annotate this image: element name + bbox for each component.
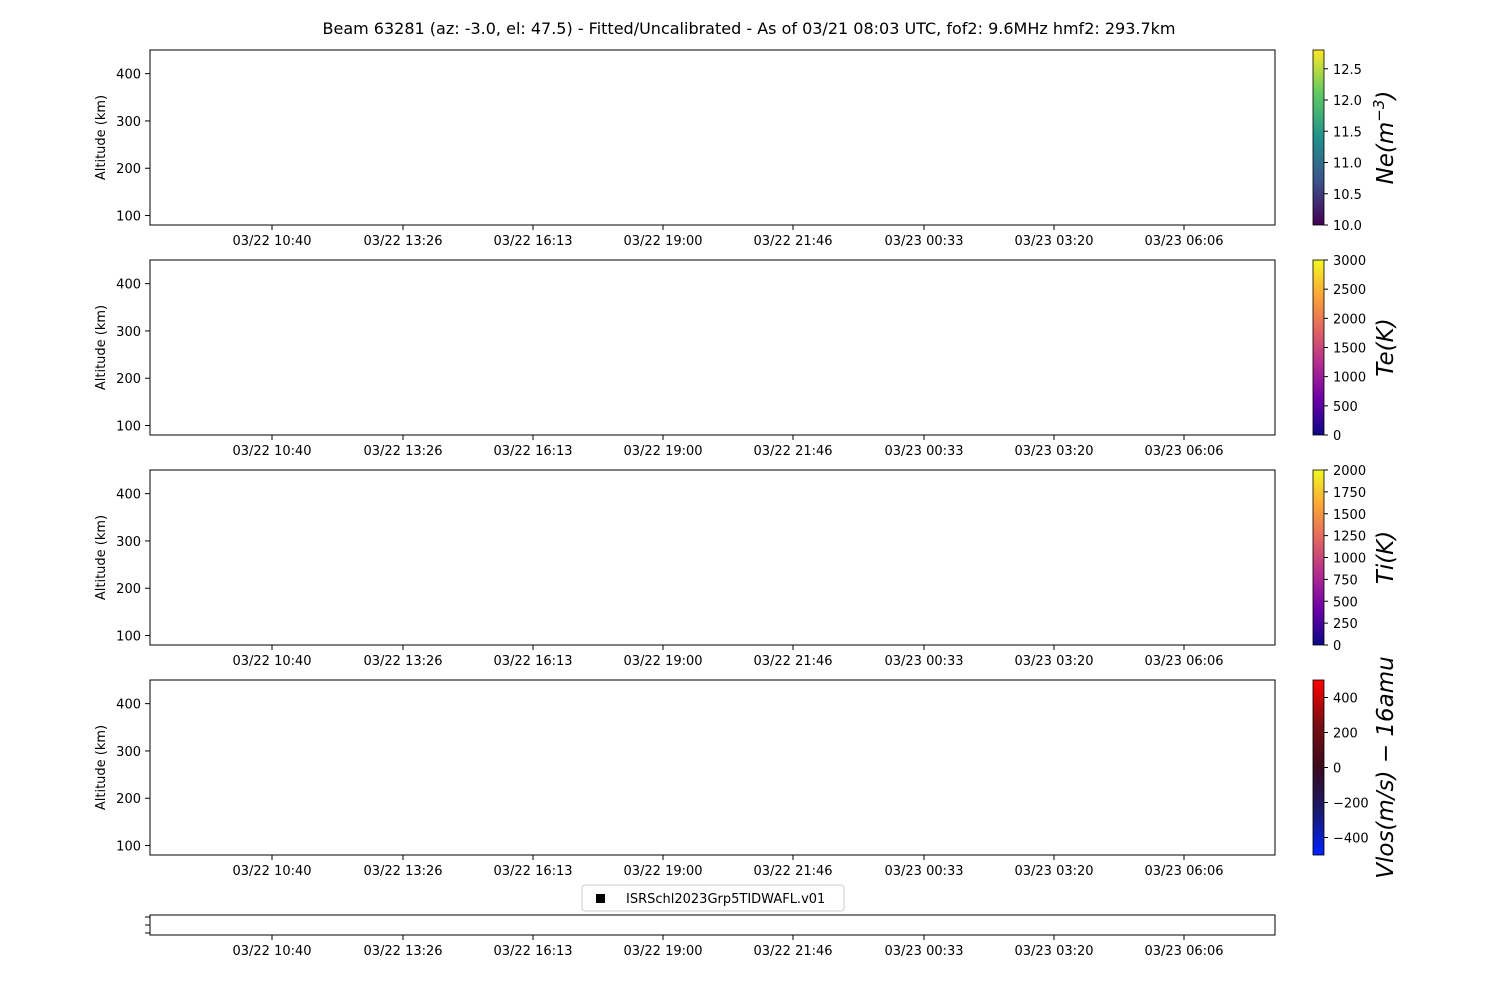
strip-xtick-label: 03/22 19:00 <box>623 944 703 959</box>
plot-area <box>150 260 1275 435</box>
colorbar-3 <box>1313 464 1399 654</box>
colorbar-tick-label: 500 <box>1333 595 1358 611</box>
strip-xtick-label: 03/22 16:13 <box>493 944 573 959</box>
panel-xtick-label: 03/22 13:26 <box>363 654 443 669</box>
strip-xtick-label: 03/23 03:20 <box>1014 944 1094 959</box>
panel-xtick-label: 03/22 21:46 <box>753 234 833 249</box>
plot-area <box>150 470 1275 645</box>
colorbar-tick-label: 11.0 <box>1333 156 1362 172</box>
colorbar-tick-label: 500 <box>1333 399 1358 415</box>
panel-xtick-label: 03/23 03:20 <box>1014 654 1094 669</box>
colorbar-gradient <box>1313 50 1324 225</box>
ytick-label: 100 <box>116 209 141 225</box>
panel-xtick-label: 03/22 19:00 <box>623 654 703 669</box>
panel-xtick-label: 03/23 06:06 <box>1144 444 1224 459</box>
colorbar-label: Te(K) <box>1373 318 1399 377</box>
panel-xtick-label: 03/22 19:00 <box>623 864 703 879</box>
panel-xtick-label: 03/23 06:06 <box>1144 864 1224 879</box>
colorbar-tick-label: 1500 <box>1333 507 1367 523</box>
ytick-label: 400 <box>116 67 141 83</box>
panel-xtick-label: 03/22 19:00 <box>623 444 703 459</box>
panel-xtick-label: 03/23 00:33 <box>884 444 964 459</box>
ytick-label: 300 <box>116 114 141 130</box>
panel-xtick-label: 03/23 03:20 <box>1014 234 1094 249</box>
panel-xtick-label: 03/22 10:40 <box>232 654 312 669</box>
y-axis-label: Altitude (km) <box>94 304 109 391</box>
ytick-label: 100 <box>116 839 141 855</box>
panel-xtick-label: 03/22 21:46 <box>753 864 833 879</box>
colorbar-tick-label: 1500 <box>1333 341 1367 357</box>
colorbar-gradient <box>1313 470 1324 645</box>
panel-xtick-label: 03/22 16:13 <box>493 234 573 249</box>
colorbar-tick-label: 2500 <box>1333 283 1367 299</box>
ytick-label: 400 <box>116 277 141 293</box>
strip-xtick-label: 03/22 10:40 <box>232 944 312 959</box>
panel-xtick-label: 03/23 03:20 <box>1014 864 1094 879</box>
colorbar-tick-label: 1000 <box>1333 370 1367 386</box>
y-axis-label: Altitude (km) <box>94 94 109 181</box>
panel-xtick-label: 03/22 13:26 <box>363 864 443 879</box>
panel-xtick-label: 03/23 06:06 <box>1144 654 1224 669</box>
panel-2 <box>94 260 1275 459</box>
colorbar-gradient <box>1313 680 1324 855</box>
panel-3 <box>94 470 1275 669</box>
y-axis-label: Altitude (km) <box>94 724 109 811</box>
colorbar-tick-label: 12.0 <box>1333 94 1362 109</box>
legend-label: ISRSchl2023Grp5TIDWAFL.v01 <box>626 892 826 907</box>
ytick-label: 100 <box>116 419 141 435</box>
ytick-label: 400 <box>116 697 141 713</box>
y-axis-label: Altitude (km) <box>94 514 109 601</box>
strip-xtick-label: 03/23 00:33 <box>884 944 964 959</box>
panel-xtick-label: 03/23 00:33 <box>884 234 964 249</box>
colorbar-tick-label: 750 <box>1333 573 1358 589</box>
colorbar-4 <box>1313 656 1399 879</box>
colorbar-tick-label: −200 <box>1333 796 1369 812</box>
legend <box>582 885 844 911</box>
colorbar-tick-label: 12.5 <box>1333 62 1362 78</box>
colorbar-tick-label: 2000 <box>1333 312 1367 328</box>
panel-4 <box>94 680 1275 879</box>
panel-xtick-label: 03/23 00:33 <box>884 864 964 879</box>
colorbar-label: Vlos(m/s) − 16amu <box>1373 656 1399 879</box>
colorbar-tick-label: 0 <box>1333 639 1342 654</box>
panel-xtick-label: 03/23 03:20 <box>1014 444 1094 459</box>
colorbar-tick-label: 400 <box>1333 691 1358 707</box>
colorbar-tick-label: 10.5 <box>1333 187 1362 203</box>
panel-xtick-label: 03/22 13:26 <box>363 234 443 249</box>
strip-xtick-label: 03/22 21:46 <box>753 944 833 959</box>
colorbar-2 <box>1313 254 1399 444</box>
ytick-label: 300 <box>116 324 141 340</box>
panel-xtick-label: 03/22 10:40 <box>232 444 312 459</box>
colorbar-tick-label: 1000 <box>1333 551 1367 567</box>
panel-xtick-label: 03/22 21:46 <box>753 444 833 459</box>
strip-xtick-label: 03/23 06:06 <box>1144 944 1224 959</box>
panel-xtick-label: 03/22 13:26 <box>363 444 443 459</box>
panel-xtick-label: 03/22 16:13 <box>493 654 573 669</box>
colorbar-tick-label: 0 <box>1333 761 1342 777</box>
ytick-label: 300 <box>116 744 141 760</box>
plot-area <box>150 915 1275 935</box>
panel-xtick-label: 03/22 10:40 <box>232 864 312 879</box>
plot-area <box>150 680 1275 855</box>
colorbar-gradient <box>1313 260 1324 435</box>
ytick-label: 200 <box>116 582 141 598</box>
colorbar-tick-label: 1750 <box>1333 485 1367 501</box>
panel-xtick-label: 03/22 16:13 <box>493 864 573 879</box>
ytick-label: 300 <box>116 534 141 550</box>
colorbar-tick-label: 2000 <box>1333 464 1367 479</box>
ytick-label: 200 <box>116 792 141 808</box>
panel-xtick-label: 03/22 19:00 <box>623 234 703 249</box>
colorbar-tick-label: 11.5 <box>1333 125 1362 141</box>
plot-area <box>150 50 1275 225</box>
colorbar-label: $Ne(m^{-3})$ <box>1370 90 1399 185</box>
ytick-label: 400 <box>116 487 141 503</box>
panel-xtick-label: 03/23 00:33 <box>884 654 964 669</box>
panel-xtick-label: 03/22 10:40 <box>232 234 312 249</box>
colorbar-tick-label: 0 <box>1333 429 1342 444</box>
strip-xtick-label: 03/22 13:26 <box>363 944 443 959</box>
ytick-label: 100 <box>116 629 141 645</box>
legend-square-marker <box>596 894 605 903</box>
colorbar-tick-label: 200 <box>1333 726 1358 742</box>
colorbar-tick-label: −400 <box>1333 831 1369 847</box>
colorbar-1 <box>1313 50 1399 234</box>
figure-title: Beam 63281 (az: -3.0, el: 47.5) - Fitted/Uncalibrated - As of 03/21 08:03 UTC, fof2: 9.6MHz hmf2: 293.7km <box>322 19 1176 38</box>
colorbar-tick-label: 10.0 <box>1333 219 1362 234</box>
panel-xtick-label: 03/22 16:13 <box>493 444 573 459</box>
colorbar-tick-label: 3000 <box>1333 254 1367 269</box>
bottom-strip-panel <box>145 915 1275 959</box>
ytick-label: 200 <box>116 372 141 388</box>
panel-xtick-label: 03/23 06:06 <box>1144 234 1224 249</box>
ytick-label: 200 <box>116 162 141 178</box>
panel-1 <box>94 50 1275 249</box>
panel-xtick-label: 03/22 21:46 <box>753 654 833 669</box>
colorbar-tick-label: 250 <box>1333 617 1358 633</box>
colorbar-label: Ti(K) <box>1373 530 1399 585</box>
colorbar-tick-label: 1250 <box>1333 529 1367 545</box>
